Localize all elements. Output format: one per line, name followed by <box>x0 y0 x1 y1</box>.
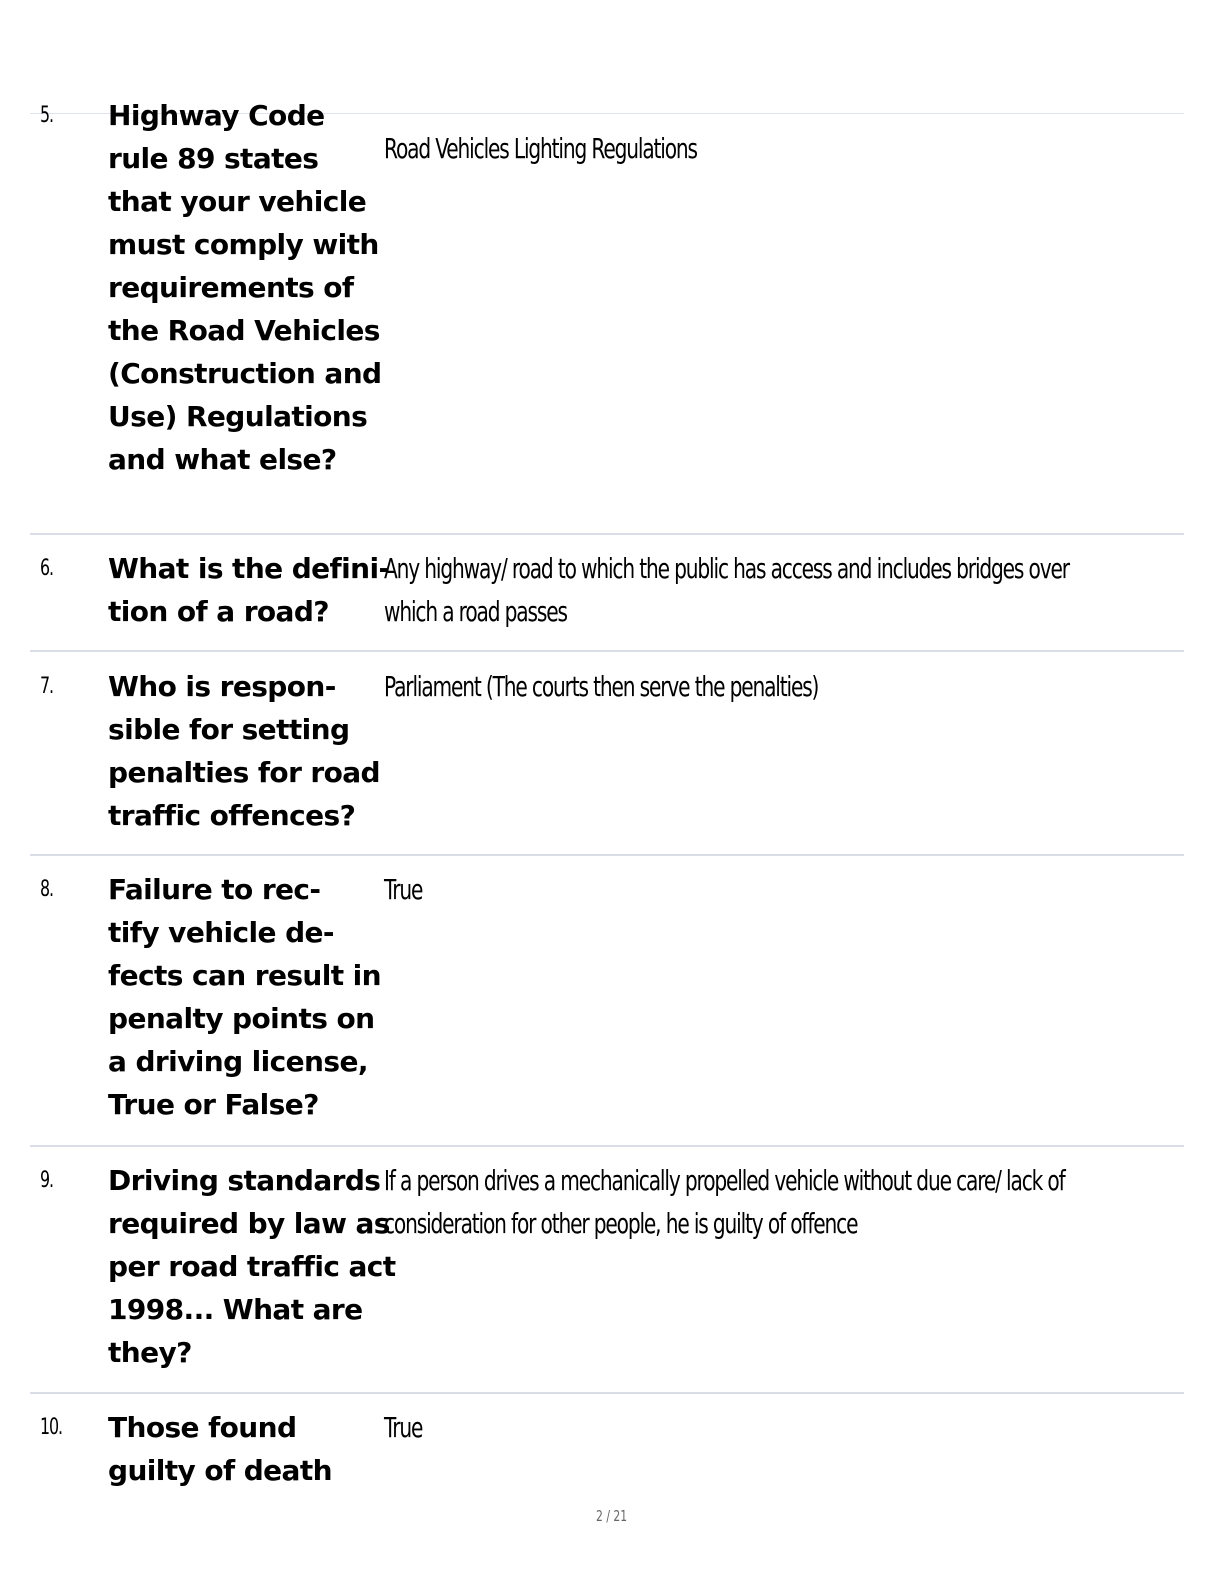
question-text <box>108 868 380 1126</box>
row-divider <box>30 1392 1184 1394</box>
question-line: tion of a road? <box>108 595 329 628</box>
question-line: fects can result in <box>108 959 382 992</box>
item-number: 8. <box>40 877 53 902</box>
answer-text <box>384 1159 1147 1245</box>
question-text <box>108 1406 380 1492</box>
question-line: and what else? <box>108 443 337 476</box>
answer-text <box>384 868 1147 911</box>
question-line: the Road Vehicles <box>108 314 380 347</box>
item-number: 7. <box>40 674 53 699</box>
question-line: rule 89 states <box>108 142 319 175</box>
question-line: True or False? <box>108 1088 319 1121</box>
row-divider <box>30 1145 1184 1147</box>
answer-text <box>384 547 1147 633</box>
item-number: 9. <box>40 1168 53 1193</box>
item-number: 10. <box>40 1415 62 1440</box>
question-line: tify vehicle de- <box>108 916 334 949</box>
question-line: penalty points on <box>108 1002 375 1035</box>
answer-line: True <box>384 1411 423 1444</box>
question-line: requirements of <box>108 271 354 304</box>
question-line: 1998... What are <box>108 1293 363 1326</box>
row-divider <box>30 650 1184 652</box>
row-divider <box>30 854 1184 856</box>
question-line: must comply with <box>108 228 379 261</box>
item-number: 5. <box>40 103 53 128</box>
question-line: Failure to rec- <box>108 873 321 906</box>
question-line: sible for setting <box>108 713 350 746</box>
question-line: Who is respon- <box>108 670 336 703</box>
question-line: that your vehicle <box>108 185 367 218</box>
question-line: per road traffic act <box>108 1250 396 1283</box>
row-divider <box>30 533 1184 535</box>
question-text <box>108 547 390 633</box>
question-line: (Construction and <box>108 357 382 390</box>
answer-line: which a road passes <box>384 595 567 628</box>
question-line: traffic offences? <box>108 799 356 832</box>
question-line: a driving license, <box>108 1045 368 1078</box>
question-line: required by law as <box>108 1207 390 1240</box>
answer-line: Any highway/ road to which the public has access and includes bridges over <box>384 552 1069 585</box>
item-number: 6. <box>40 556 53 581</box>
question-text <box>108 665 380 837</box>
question-line: Driving standards <box>108 1164 381 1197</box>
question-line: they? <box>108 1336 192 1369</box>
question-line: What is the defini- <box>108 552 390 585</box>
page-number-label: 2 / 21 <box>596 1507 628 1525</box>
answer-line: True <box>384 873 423 906</box>
question-line: Use) Regulations <box>108 400 368 433</box>
page-number <box>0 1507 1224 1525</box>
question-line: penalties for road <box>108 756 381 789</box>
answer-text <box>384 127 1147 170</box>
question-line: Those found <box>108 1411 297 1444</box>
answer-line: Road Vehicles Lighting Regulations <box>384 132 697 165</box>
answer-line: If a person drives a mechanically propelled vehicle without due care/ lack of <box>384 1164 1065 1197</box>
answer-text <box>384 665 1147 708</box>
question-line: guilty of death <box>108 1454 332 1487</box>
question-line: Highway Code <box>108 99 325 132</box>
answer-text <box>384 1406 1147 1449</box>
answer-line: consideration for other people, he is guilty of offence <box>384 1207 858 1240</box>
question-text <box>108 1159 396 1374</box>
answer-line: Parliament (The courts then serve the penalties) <box>384 670 819 703</box>
question-text <box>108 94 380 481</box>
